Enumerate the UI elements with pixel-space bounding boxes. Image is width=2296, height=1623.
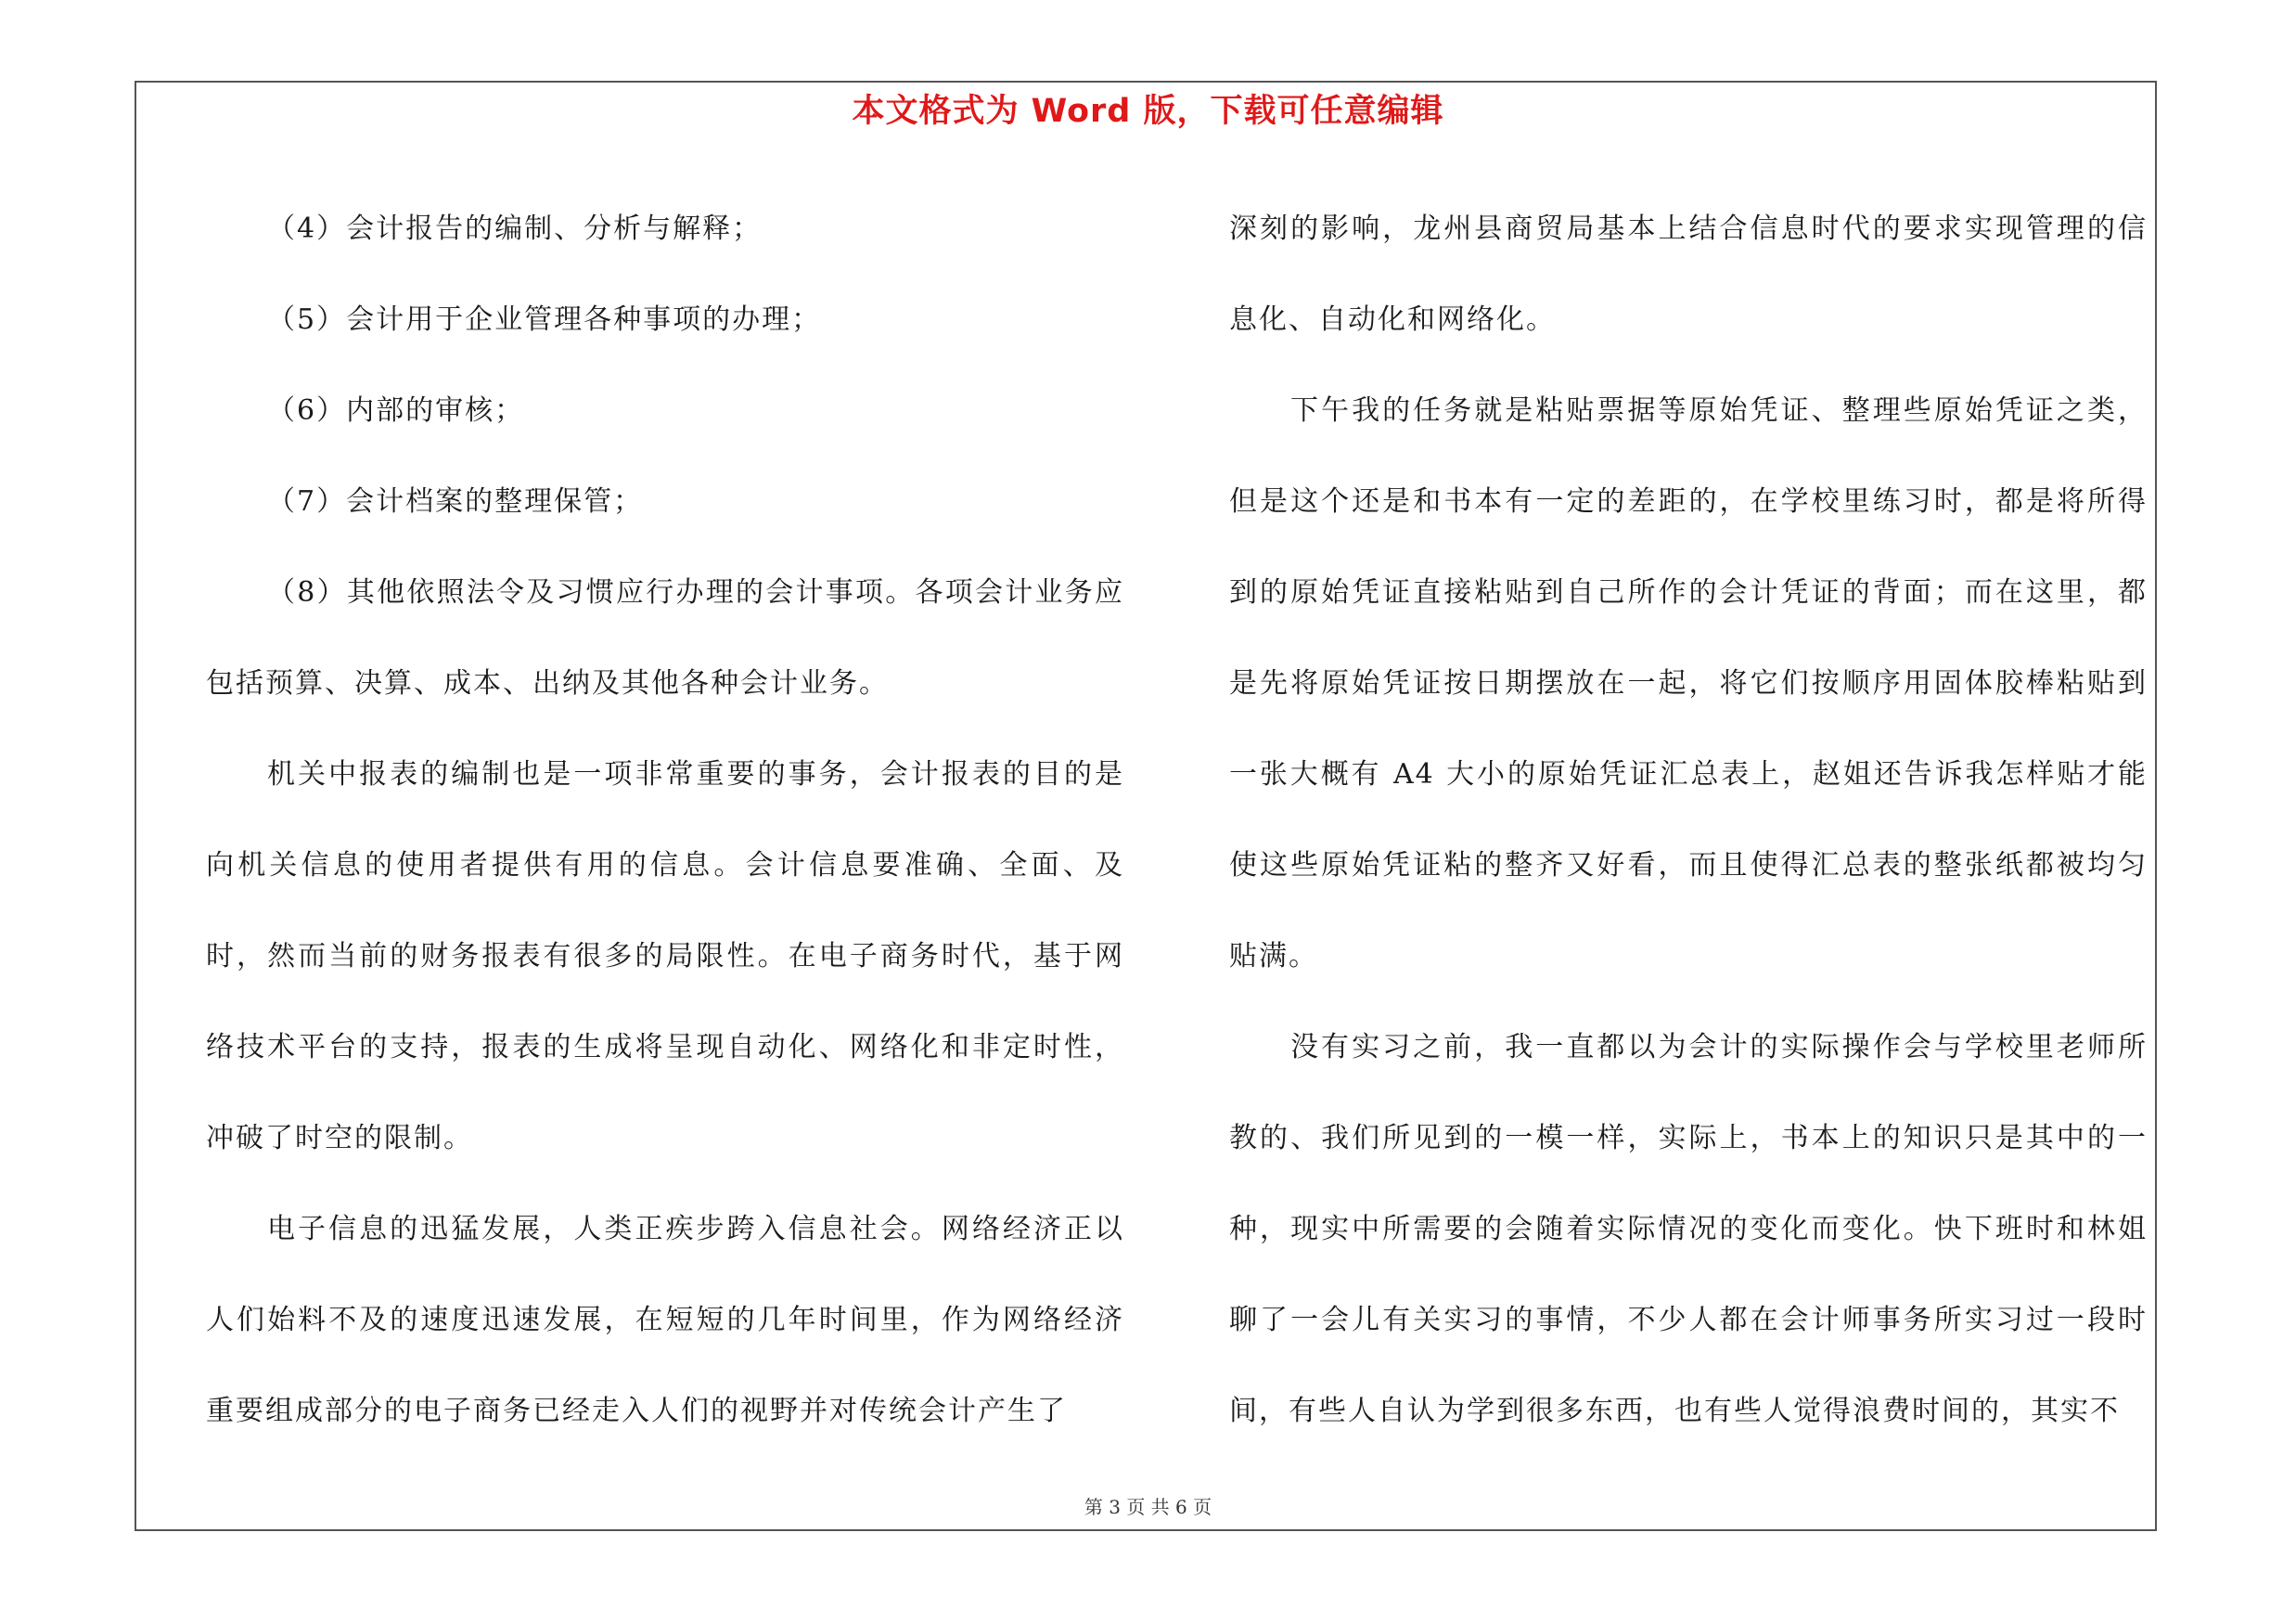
page-number-footer: 第 3 页 共 6 页 bbox=[1084, 1496, 1212, 1518]
paragraph-continuation: 深刻的影响，龙州县商贸局基本上结合信息时代的要求实现管理的信息化、自动化和网络化。 bbox=[1229, 213, 2148, 336]
list-item-8: （8）其他依照法令及习惯应行办理的会计事项。各项会计业务应包括预算、决算、成本、出纳及其他各种会计业务。 bbox=[206, 576, 1124, 700]
list-item-5: （5）会计用于企业管理各种事项的办理； bbox=[267, 303, 822, 336]
paragraph-report-compilation: 机关中报表的编制也是一项非常重要的事务，会计报表的目的是向机关信息的使用者提供有用的信息。会计信息要准确、全面、及时，然而当前的财务报表有很多的局限性。在电子商务时代，基于网络技术平台的支持，报表的生成将呈现自动化、网络化和非定时性，冲破了时空的限制。 bbox=[206, 758, 1124, 1154]
format-banner: 本文格式为 Word 版，下载可任意编辑 bbox=[852, 93, 1444, 130]
right-column bbox=[1229, 184, 2148, 1457]
list-item-4: （4）会计报告的编制、分析与解释； bbox=[267, 213, 763, 245]
list-item-7: （7）会计档案的整理保管； bbox=[267, 485, 644, 518]
list-item-6: （6）内部的审核； bbox=[267, 394, 525, 427]
paragraph-before-internship: 没有实习之前，我一直都以为会计的实际操作会与学校里老师所教的、我们所见到的一模一样，实际上，书本上的知识只是其中的一种，现实中所需要的会随着实际情况的变化而变化。快下班时和林姐聊了一会儿有关实习的事情，不少人都在会计师事务所实习过一段时间，有些人自认为学到很多东西，也有些人觉得浪费时间的，其实不 bbox=[1229, 1031, 2148, 1427]
paragraph-afternoon-task: 下午我的任务就是粘贴票据等原始凭证、整理些原始凭证之类，但是这个还是和书本有一定的差距的，在学校里练习时，都是将所得到的原始凭证直接粘贴到自己所作的会计凭证的背面；而在这里，都是先将原始凭证按日期摆放在一起，将它们按顺序用固体胶棒粘贴到一张大概有 A4 大小的原始凭证汇总表上，赵姐还告诉我怎样贴才能使这些原始凭证粘的整齐又好看，而且使得汇总表的整张纸都被均匀贴满。 bbox=[1229, 394, 2148, 973]
paragraph-e-commerce: 电子信息的迅猛发展，人类正疾步跨入信息社会。网络经济正以人们始料不及的速度迅速发展，在短短的几年时间里，作为网络经济重要组成部分的电子商务已经走入人们的视野并对传统会计产生了 bbox=[206, 1213, 1124, 1427]
left-column bbox=[206, 184, 1124, 1457]
